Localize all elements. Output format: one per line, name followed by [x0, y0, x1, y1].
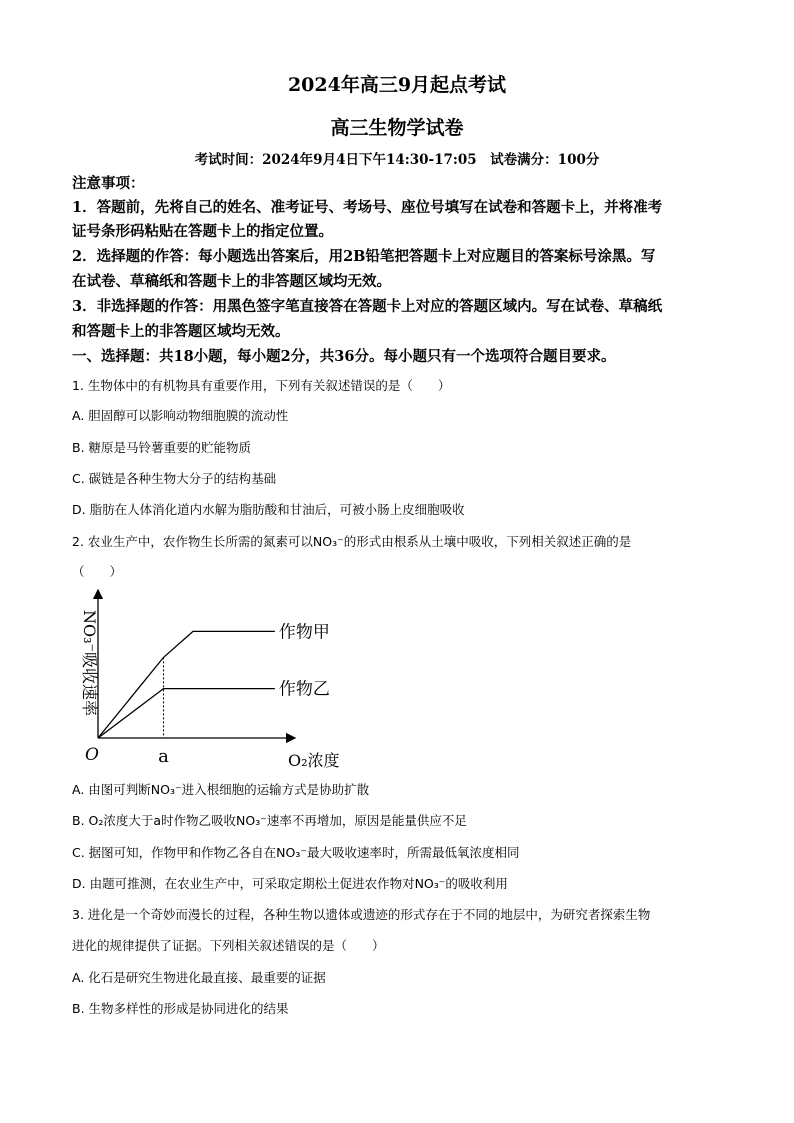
question-1-option-c: C. 碳链是各种生物大分子的结构基础	[72, 471, 277, 486]
question-2-stem-cont: （ ）	[72, 564, 123, 579]
question-2-option-a: A. 由图可判断NO₃⁻进入根细胞的运输方式是协助扩散	[72, 782, 370, 797]
absorption-chart	[70, 580, 360, 780]
question-1-option-d: D. 脂肪在人体消化道内水解为脂肪酸和甘油后，可被小肠上皮细胞吸收	[72, 502, 465, 517]
y-axis-label: NO₃⁻吸收速率	[80, 610, 99, 716]
question-1-option-b: B. 糖原是马铃薯重要的贮能物质	[72, 440, 252, 455]
question-2-stem: 2. 农业生产中，农作物生长所需的氮素可以NO₃⁻的形式由根系从土壤中吸收，下列相关叙述正确的是	[72, 534, 632, 549]
origin-label: O	[85, 745, 99, 765]
note-line: 3．非选择题的作答：用黑色签字笔直接答在答题卡上对应的答题区域内。写在试卷、草稿纸	[72, 298, 663, 315]
exam-info: 考试时间：2024年9月4日下午14:30-17:05 试卷满分：100分	[194, 152, 600, 168]
question-2-option-d: D. 由题可推测，在农业生产中，可采取定期松土促进农作物对NO₃⁻的吸收利用	[72, 876, 508, 891]
note-line: 和答题卡上的非答题区域均无效。	[72, 323, 290, 340]
question-3-stem: 3. 进化是一个奇妙而漫长的过程，各种生物以遗体或遗迹的形式存在于不同的地层中，为研究者探索生物	[72, 907, 651, 922]
question-2-option-c: C. 据图可知，作物甲和作物乙各自在NO₃⁻最大吸收速率时，所需最低氧浓度相同	[72, 845, 520, 860]
note-line: 证号条形码粘贴在答题卡上的指定位置。	[72, 223, 333, 240]
notes-heading: 注意事项：	[72, 175, 145, 192]
note-line: 2．选择题的作答：每小题选出答案后，用2B铅笔把答题卡上对应题目的答案标号涂黑。写	[72, 248, 656, 265]
exam-subtitle: 高三生物学试卷	[330, 117, 464, 139]
x-axis-label: O₂浓度	[288, 751, 340, 770]
question-1-stem: 1. 生物体中的有机物具有重要作用，下列有关叙述错误的是（ ）	[72, 378, 451, 393]
series-line-yi	[98, 689, 275, 738]
series-line-jia	[98, 631, 275, 738]
question-3-stem-cont: 进化的规律提供了证据。下列相关叙述错误的是（ ）	[72, 938, 385, 953]
series-label-yi: 作物乙	[278, 679, 330, 700]
question-3-option-b: B. 生物多样性的形成是协同进化的结果	[72, 1001, 289, 1016]
note-line: 1．答题前，先将自己的姓名、准考证号、考场号、座位号填写在试卷和答题卡上，并将准考	[72, 199, 663, 216]
x-tick-label-a: a	[158, 746, 169, 767]
note-line: 在试卷、草稿纸和答题卡上的非答题区域均无效。	[72, 273, 391, 290]
question-3-option-a: A. 化石是研究生物进化最直接、最重要的证据	[72, 970, 326, 985]
section-heading: 一、选择题：共18小题，每小题2分，共36分。每小题只有一个选项符合题目要求。	[72, 348, 616, 365]
question-2-option-b: B. O₂浓度大于a时作物乙吸收NO₃⁻速率不再增加，原因是能量供应不足	[72, 813, 467, 828]
series-label-jia: 作物甲	[278, 622, 330, 643]
exam-title: 2024年高三9月起点考试	[287, 74, 507, 96]
question-1-option-a: A. 胆固醇可以影响动物细胞膜的流动性	[72, 408, 289, 423]
